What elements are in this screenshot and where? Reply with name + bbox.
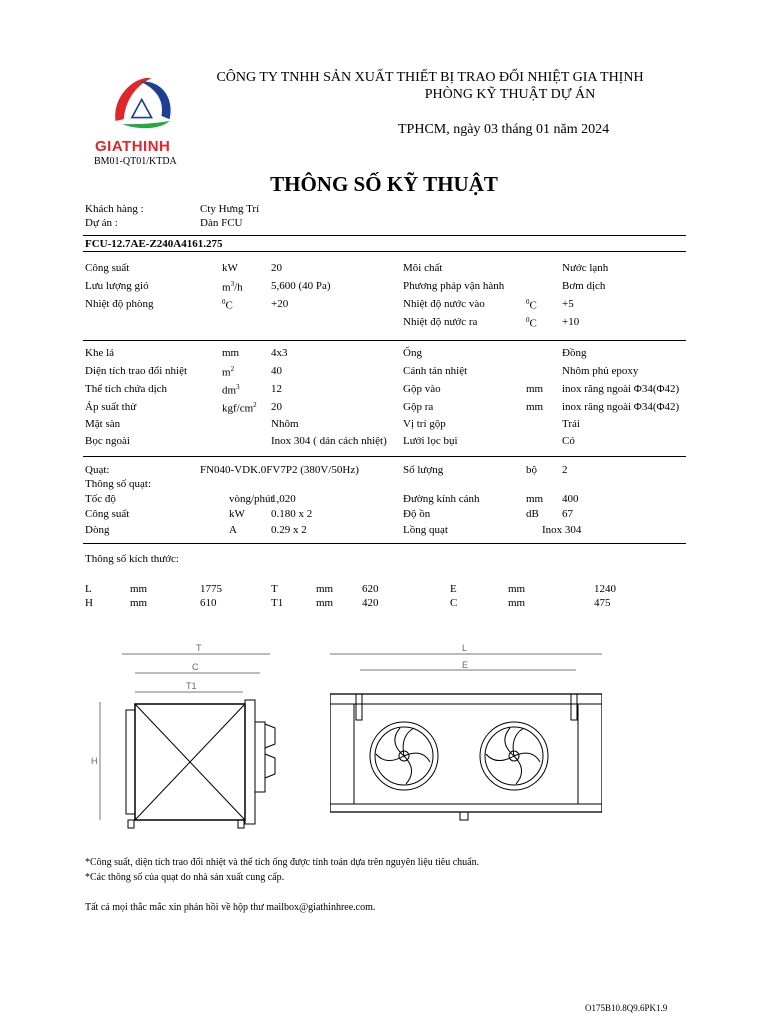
spec-row-unit — [222, 280, 243, 294]
dimension-unit: mm — [508, 583, 526, 595]
spec-row-label: Nhiệt độ nước vào — [403, 298, 485, 310]
spec-row-label: Áp suất thử — [85, 401, 137, 413]
unit-base: bộ — [526, 464, 537, 476]
footer-code: O175B10.8Q9.6PK1.9 — [585, 1003, 668, 1013]
spec-row-value: +20 — [271, 298, 289, 310]
fan-row-label: Dòng — [85, 524, 110, 536]
dimension-value: 1240 — [594, 583, 616, 595]
unit-superscript: 2 — [253, 401, 257, 409]
spec-row-unit — [526, 401, 543, 413]
dim-label-L: L — [462, 643, 468, 653]
dimension-unit: mm — [316, 597, 334, 609]
spec-row-label: Gộp vào — [403, 383, 441, 395]
spec-row-label: Gộp ra — [403, 401, 434, 413]
fan-row-label: Công suất — [85, 508, 130, 520]
project-label: Dự án : — [85, 217, 118, 229]
dimension-value: 420 — [362, 597, 379, 609]
spec-row-value: Nhôm phủ epoxy — [562, 365, 639, 377]
spec-row-value: inox răng ngoài Φ34(Φ42) — [562, 383, 680, 395]
unit-base: C — [529, 299, 537, 312]
fan-row-label: Độ ồn — [403, 508, 431, 520]
dimension-unit: mm — [130, 597, 148, 609]
customer-value: Cty Hưng Trí — [200, 203, 260, 215]
dimension-key: E — [450, 583, 457, 595]
dim-label-H: H — [91, 756, 98, 766]
spec-row-unit — [222, 401, 257, 415]
spec-row-value: Nước lạnh — [562, 262, 609, 274]
dimension-value: 610 — [200, 597, 217, 609]
fan-params-label: Thông số quạt: — [85, 478, 151, 490]
unit-superscript: 0 — [526, 298, 530, 306]
spec-row-value: +10 — [562, 316, 580, 328]
spec-row-value: Bơm dịch — [562, 280, 606, 292]
fan-row-unit — [229, 524, 237, 536]
spec-row-value: Trái — [562, 418, 580, 430]
dimension-value: 475 — [594, 597, 611, 609]
model-code: FCU-12.7AE-Z240A4161.275 — [85, 238, 223, 250]
unit-base: mm — [222, 347, 240, 359]
spec-row-label: Công suất — [85, 262, 130, 274]
divider — [83, 251, 686, 252]
dimensions-title: Thông số kích thước: — [85, 553, 179, 565]
unit-base: dB — [526, 508, 539, 520]
dimension-key: H — [85, 597, 93, 609]
doc-code: BM01-QT01/KTDA — [94, 156, 177, 167]
fan-row-label: Đường kính cánh — [403, 493, 480, 505]
dimension-key: C — [450, 597, 458, 609]
unit-tail: /h — [234, 281, 243, 294]
fan-row-value: 2 — [562, 464, 568, 476]
project-value: Dàn FCU — [200, 217, 243, 229]
spec-row-unit — [526, 383, 543, 395]
spec-row-label: Lưới lọc bụi — [403, 435, 458, 447]
dimension-value: 1775 — [200, 583, 222, 595]
fan-row-value: 1,020 — [271, 493, 296, 505]
unit-base: mm — [526, 401, 544, 413]
dimension-key: T1 — [271, 597, 284, 609]
spec-row-label: Mặt sàn — [85, 418, 121, 430]
spec-row-label: Khe lá — [85, 347, 115, 359]
spec-row-label: Diện tích trao đổi nhiệt — [85, 365, 188, 377]
unit-base: mm — [526, 383, 544, 395]
unit-base: kgf/cm — [222, 402, 254, 415]
unit-base: C — [529, 317, 537, 330]
fan-row-value: 400 — [562, 493, 579, 505]
unit-base: vòng/phút — [229, 493, 274, 505]
unit-superscript: 2 — [230, 365, 235, 373]
spec-row-value: 40 — [271, 365, 282, 377]
divider — [83, 456, 686, 457]
spec-row-value: Nhôm — [271, 418, 299, 430]
unit-base: kW — [222, 262, 238, 274]
spec-row-unit — [526, 316, 537, 330]
dimension-unit: mm — [508, 597, 526, 609]
spec-row-unit — [222, 298, 233, 312]
dimension-key: T — [271, 583, 278, 595]
contact-note: Tất cả mọi thắc mắc xin phản hồi về hộp thư mailbox@giathinhree.com. — [85, 902, 376, 913]
fan-row-unit — [229, 508, 245, 520]
unit-superscript: 0 — [526, 316, 530, 324]
dimension-unit: mm — [130, 583, 148, 595]
document-date: TPHCM, ngày 03 tháng 01 năm 2024 — [398, 122, 610, 137]
spec-row-label: Nhiệt độ nước ra — [403, 316, 478, 328]
note-1: *Công suất, diện tích trao đổi nhiệt và thể tích ống được tính toán dựa trên nguyên liệu tiêu chuẩn. — [85, 857, 480, 868]
unit-superscript: 3 — [230, 280, 235, 288]
logo-text: GIATHINH — [95, 138, 171, 155]
spec-row-value: Đồng — [562, 347, 587, 359]
spec-row-value: inox răng ngoài Φ34(Φ42) — [562, 401, 680, 413]
spec-row-label: Môi chất — [403, 262, 443, 274]
spec-row-label: Vị trí gộp — [403, 418, 446, 430]
spec-row-value: 20 — [271, 262, 282, 274]
fan-row-value: 67 — [562, 508, 573, 520]
spec-row-label: Ống — [403, 347, 422, 359]
spec-row-value: 20 — [271, 401, 282, 413]
customer-label: Khách hàng : — [85, 203, 144, 215]
dimension-key: L — [85, 583, 92, 595]
unit-base: m — [222, 366, 231, 379]
dimension-unit: mm — [316, 583, 334, 595]
dimension-value: 620 — [362, 583, 379, 595]
unit-base: dm — [222, 384, 237, 397]
unit-base: C — [225, 299, 233, 312]
spec-row-value: +5 — [562, 298, 574, 310]
fan-row-value: 0.29 x 2 — [271, 524, 307, 536]
fan-model: FN040-VDK.0FV7P2 (380V/50Hz) — [200, 464, 359, 476]
dim-label-T: T — [196, 643, 202, 653]
note-2: *Các thông số của quạt do nhà sản xuất cung cấp. — [85, 872, 285, 883]
department-name: PHÒNG KỸ THUẬT DỰ ÁN — [424, 87, 596, 102]
front-view-drawing — [330, 642, 602, 832]
unit-base: m — [222, 281, 231, 294]
fan-row-value: Inox 304 — [542, 524, 582, 536]
spec-row-label: Nhiệt độ phòng — [85, 298, 154, 310]
unit-superscript: 3 — [236, 383, 240, 391]
company-name: CÔNG TY TNHH SẢN XUẤT THIẾT BỊ TRAO ĐỔI NHIỆT GIA THỊNH — [216, 70, 644, 85]
fan-label: Quạt: — [85, 464, 110, 476]
fan-row-unit — [526, 464, 537, 476]
spec-row-value: Inox 304 ( dán cách nhiệt) — [271, 435, 387, 447]
unit-base: kW — [229, 508, 245, 520]
unit-base: mm — [526, 493, 544, 505]
spec-row-unit — [222, 347, 239, 359]
fan-row-label: Số lượng — [403, 464, 444, 476]
side-view-drawing — [88, 640, 298, 840]
spec-row-unit — [222, 262, 238, 274]
fan-row-label: Tốc độ — [85, 493, 116, 505]
divider — [83, 235, 686, 236]
spec-row-label: Lưu lượng gió — [85, 280, 149, 292]
logo-triangle — [132, 100, 152, 118]
page-title: THÔNG SỐ KỸ THUẬT — [270, 172, 498, 196]
divider — [83, 340, 686, 341]
spec-row-label: Thể tích chứa dịch — [85, 383, 168, 395]
spec-row-value: 4x3 — [271, 347, 288, 359]
logo-blue-arc — [140, 81, 171, 119]
dim-label-E: E — [462, 660, 469, 670]
spec-row-label: Bọc ngoài — [85, 435, 130, 447]
spec-row-unit — [222, 383, 240, 397]
spec-row-unit — [526, 298, 537, 312]
logo-green-arc — [122, 121, 170, 128]
spec-row-value: 12 — [271, 383, 282, 395]
spec-row-label: Cánh tản nhiệt — [403, 365, 468, 377]
fan-row-value: 0.180 x 2 — [271, 508, 313, 520]
fan-row-label: Lồng quạt — [403, 524, 448, 536]
divider — [83, 543, 686, 544]
spec-row-value: 5,600 (40 Pa) — [271, 280, 331, 292]
fan-row-unit — [229, 493, 274, 505]
dim-label-C: C — [192, 662, 199, 672]
unit-superscript: 0 — [222, 298, 226, 306]
fan-row-unit — [526, 508, 539, 520]
unit-base: A — [229, 524, 237, 536]
fan-row-unit — [526, 493, 543, 505]
spec-row-value: Có — [562, 435, 575, 447]
spec-row-unit — [222, 365, 234, 379]
dim-label-T1: T1 — [186, 681, 197, 691]
spec-row-label: Phương pháp vận hành — [403, 280, 505, 292]
